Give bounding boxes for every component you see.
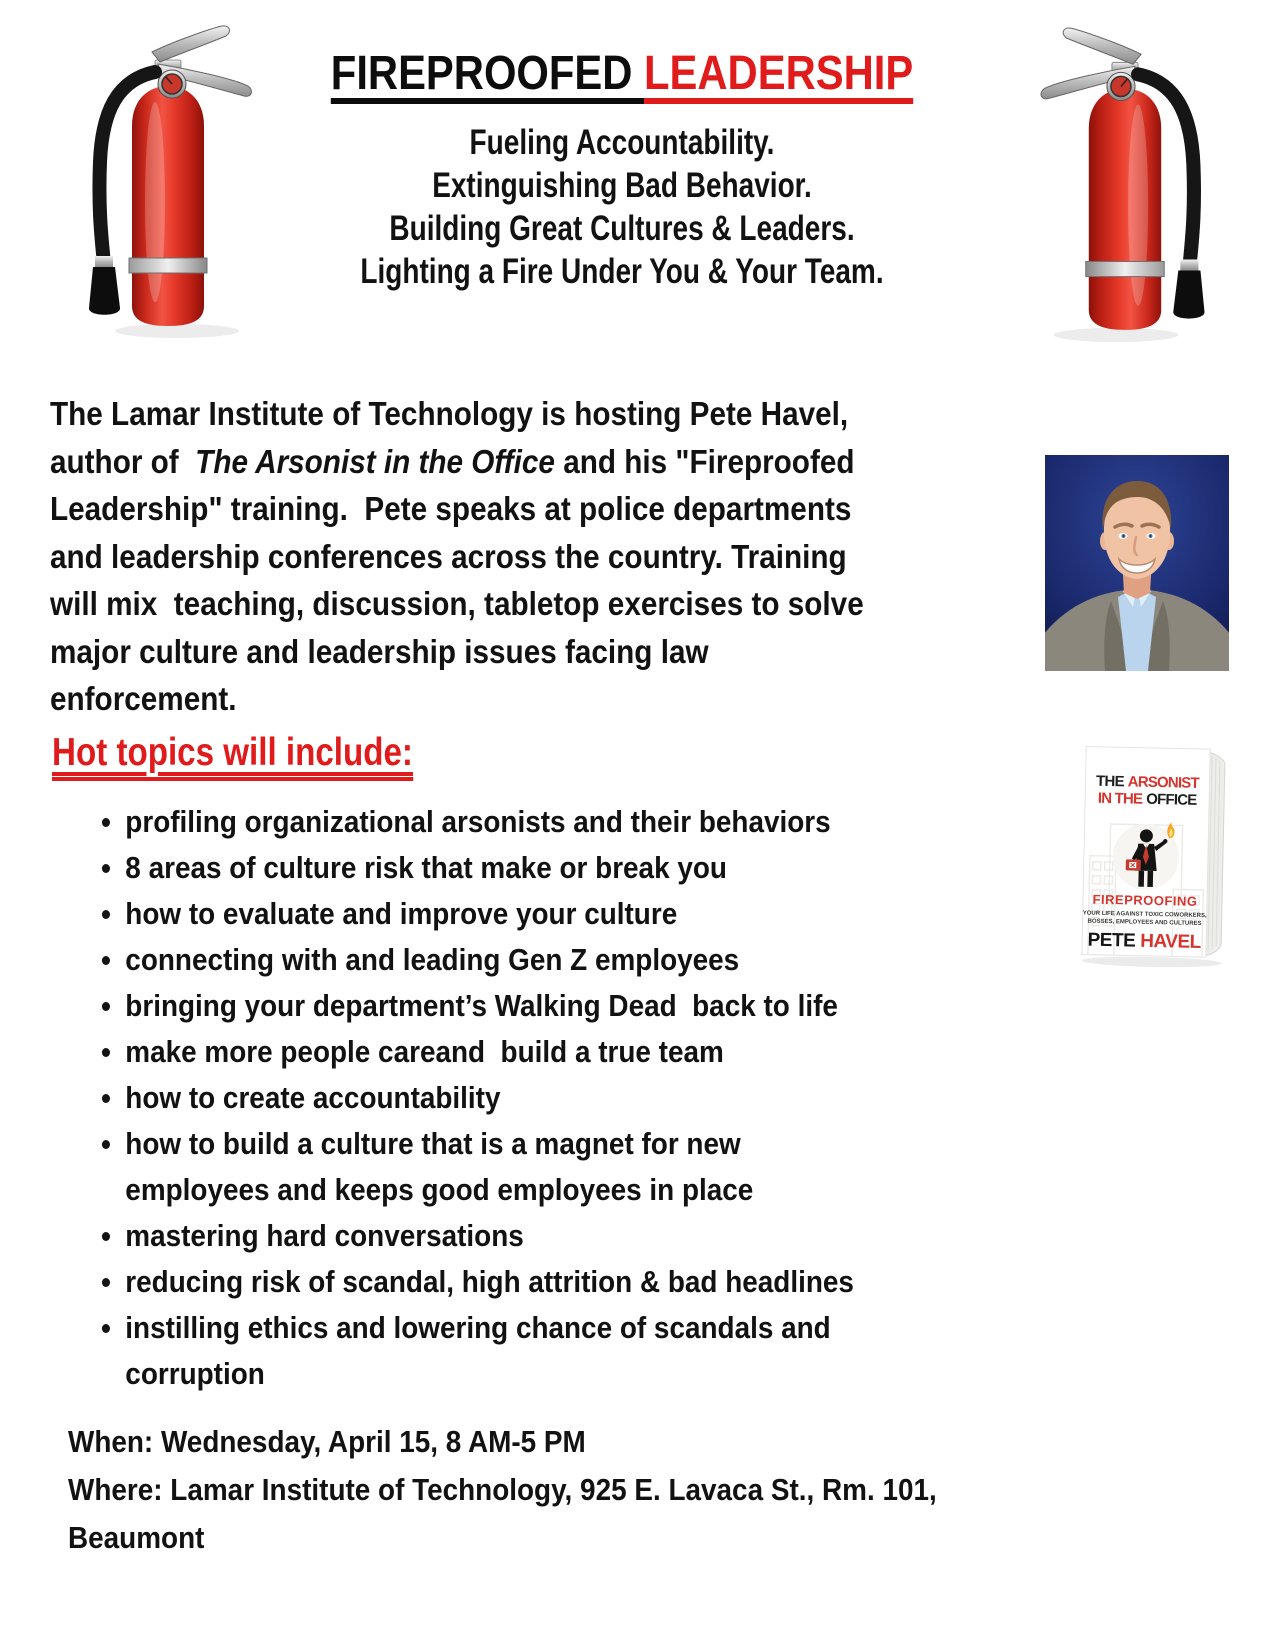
list-item-text	[125, 1121, 753, 1213]
svg-text:THEARSONIST	[1096, 773, 1200, 792]
list-item-text: how to create accountability	[125, 1080, 501, 1115]
book-cover-image	[1074, 739, 1236, 969]
intro-line: The Lamar Institute of Technology is hosting Pete Havel,	[50, 395, 849, 432]
list-item-text: connecting with and leading Gen Z employees	[125, 942, 740, 977]
bullet-icon	[102, 1048, 110, 1057]
intro-line: enforcement.	[50, 680, 237, 717]
list-item-text: make more people careand build a true team	[125, 1034, 724, 1069]
list-item-line: instilling ethics and lowering chance of scandals and	[125, 1310, 831, 1345]
svg-text:IN THEOFFICE	[1098, 790, 1198, 809]
subtitle-line: Fueling Accountability.	[469, 123, 775, 162]
list-item	[101, 937, 854, 983]
intro-line2-pre: author of	[50, 442, 196, 480]
title-black-part: FIREPROOFED	[330, 47, 645, 100]
list-item	[101, 891, 854, 937]
list-item-text: 8 areas of culture risk that make or break you	[125, 850, 727, 885]
hot-topics-heading: Hot topics will include:	[52, 730, 413, 781]
page-title	[287, 46, 957, 102]
bullet-icon	[102, 1278, 110, 1287]
event-when: When: Wednesday, April 15, 8 AM-5 PM	[68, 1424, 586, 1459]
subtitle-line: Extinguishing Bad Behavior.	[432, 166, 812, 205]
header	[237, 46, 1007, 293]
list-item	[101, 1213, 854, 1259]
event-where: Where: Lamar Institute of Technology, 925 E. Lavaca St., Rm. 101,	[68, 1472, 937, 1507]
book-title-inline: The Arsonist in the Office	[195, 442, 555, 480]
bullet-icon	[102, 956, 110, 965]
fire-extinguisher-icon	[1020, 14, 1232, 346]
list-item	[101, 983, 854, 1029]
list-item-text: reducing risk of scandal, high attrition & bad headlines	[125, 1264, 854, 1299]
book-tagline-line2: BOSSES, EMPLOYEES AND CULTURES	[1087, 918, 1202, 927]
book-brand: FIREPROOFING	[1092, 891, 1198, 909]
title-red-part: LEADERSHIP	[644, 47, 914, 100]
intro-line: major culture and leadership issues facing law	[50, 632, 709, 670]
book-title-in-the: IN THE	[1097, 789, 1143, 808]
bullet-icon	[102, 1324, 110, 1333]
bullet-icon	[102, 1002, 110, 1011]
list-item	[101, 1259, 854, 1305]
list-item	[101, 799, 854, 845]
subtitle-line: Lighting a Fire Under You & Your Team.	[360, 252, 884, 291]
book-author-pete: PETE	[1087, 929, 1136, 952]
intro-line: and leadership conferences across the country. Training	[50, 537, 847, 575]
arsonist-book-image	[1074, 739, 1236, 969]
list-item	[101, 1075, 854, 1121]
intro-line: Leadership" training. Pete speaks at police departments	[50, 490, 852, 527]
intro-paragraph	[50, 390, 864, 723]
svg-text:PETEHAVEL	[1087, 930, 1201, 953]
bullet-icon	[102, 910, 110, 919]
book-title-arsonist: ARSONIST	[1127, 773, 1200, 792]
bullet-icon	[102, 1232, 110, 1241]
list-item-text: how to evaluate and improve your culture	[125, 896, 678, 931]
event-details	[68, 1418, 937, 1562]
list-item-text: mastering hard conversations	[125, 1218, 524, 1253]
bullet-icon	[102, 864, 110, 873]
intro-line: will mix teaching, discussion, tabletop exercises to solve	[50, 585, 864, 622]
list-item-line: employees and keeps good employees in place	[125, 1172, 754, 1207]
list-item-text: profiling organizational arsonists and their behaviors	[125, 804, 831, 839]
list-item-line: how to build a culture that is a magnet for new	[125, 1126, 741, 1161]
subtitle	[314, 121, 930, 293]
intro-line	[50, 438, 864, 486]
list-item-text	[125, 1305, 830, 1397]
list-item-line: corruption	[125, 1356, 265, 1391]
book-author-havel: HAVEL	[1140, 930, 1201, 953]
list-item	[101, 1121, 854, 1213]
event-where-city: Beaumont	[68, 1520, 205, 1555]
bullet-icon	[102, 818, 110, 827]
pete-havel-photo	[1045, 455, 1229, 671]
bullet-icon	[102, 1094, 110, 1103]
book-title-office: OFFICE	[1146, 790, 1197, 809]
list-item	[101, 845, 854, 891]
book-title-the: THE	[1095, 772, 1124, 791]
intro-line2-post: and his "Fireproofed	[554, 442, 855, 480]
subtitle-line: Building Great Cultures & Leaders.	[389, 209, 855, 248]
hot-topics-list	[101, 799, 854, 1397]
list-item	[101, 1029, 854, 1075]
list-item	[101, 1305, 854, 1397]
headshot-image	[1045, 455, 1229, 671]
fire-extinguisher-right-image	[1020, 14, 1232, 346]
bullet-icon	[102, 1140, 110, 1149]
book-tagline-line1: YOUR LIFE AGAINST TOXIC COWORKERS,	[1082, 910, 1207, 920]
list-item-text: bringing your department’s Walking Dead back to life	[125, 988, 838, 1023]
